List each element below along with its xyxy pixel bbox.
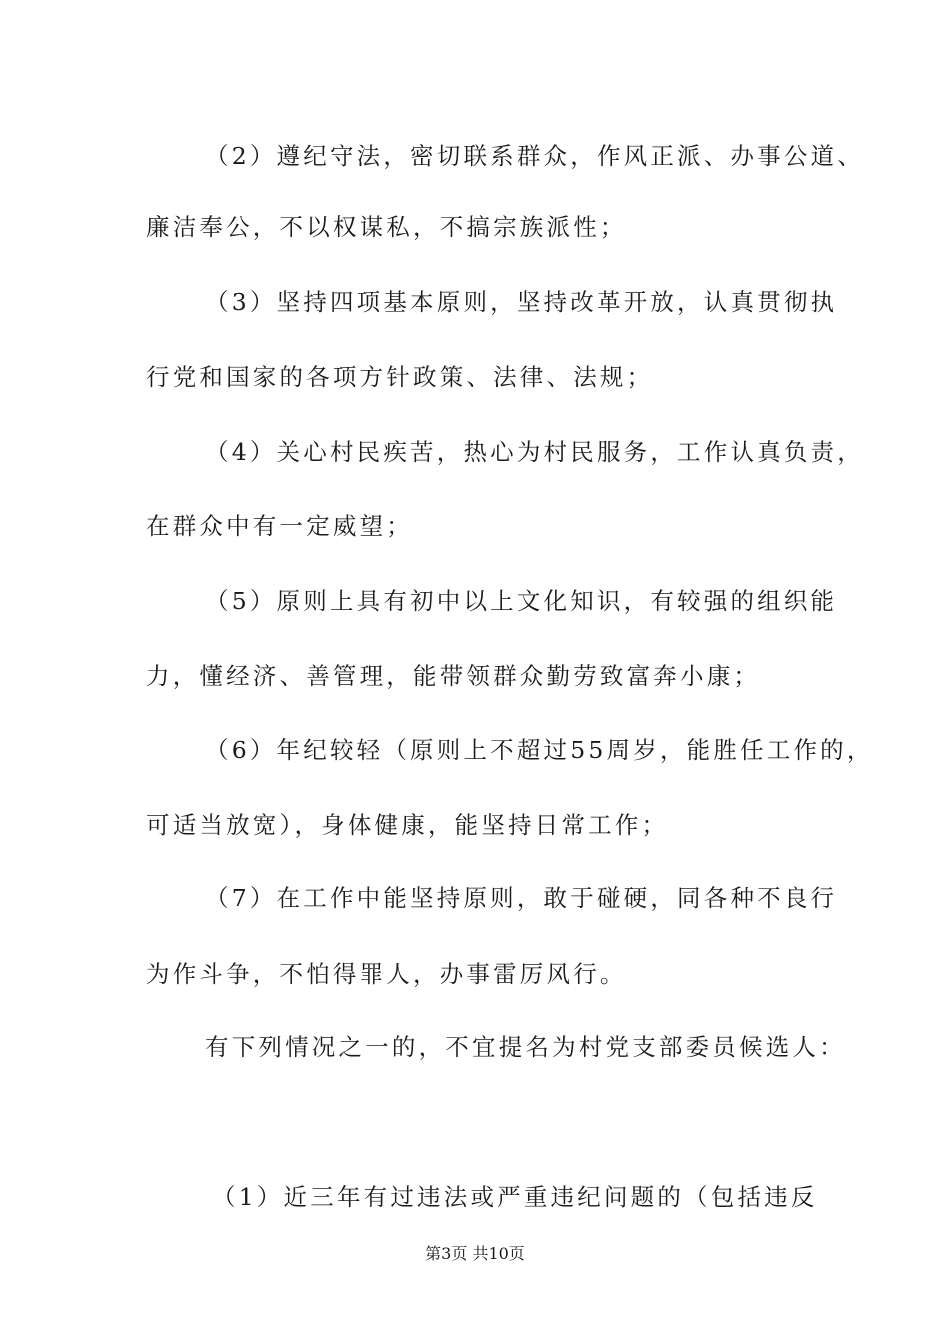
paragraph-6-line-2: 可适当放宽），身体健康，能坚持日常工作； (146, 811, 669, 839)
paragraph-7-line-2: 为作斗争，不怕得罪人，办事雷厉风行。 (146, 960, 627, 988)
paragraph-6-line-1: （6）年纪较轻（原则上不超过55周岁，能胜任工作的， (205, 736, 874, 764)
paragraph-5-line-1: （5）原则上具有初中以上文化知识，有较强的组织能 (205, 587, 838, 615)
paragraph-4-line-1: （4）关心村民疾苦，热心为村民服务，工作认真负责， (205, 438, 864, 466)
paragraph-3-line-1: （3）坚持四项基本原则，坚持改革开放，认真贯彻执 (205, 288, 838, 316)
paragraph-7-line-1: （7）在工作中能坚持原则，敢于碰硬，同各种不良行 (205, 884, 838, 912)
page-number-footer: 第3页 共10页 (425, 1244, 525, 1263)
item-1-line-1: （1）近三年有过违法或严重违纪问题的（包括违反 (212, 1183, 818, 1211)
intro-paragraph: 有下列情况之一的，不宜提名为村党支部委员候选人： (205, 1033, 846, 1061)
paragraph-2-line-1: （2）遵纪守法，密切联系群众，作风正派、办事公道、 (205, 142, 864, 170)
paragraph-2-line-2: 廉洁奉公，不以权谋私，不搞宗族派性； (146, 213, 627, 241)
paragraph-5-line-2: 力，懂经济、善管理，能带领群众勤劳致富奔小康； (146, 662, 761, 690)
paragraph-4-line-2: 在群众中有一定威望； (146, 512, 413, 540)
paragraph-3-line-2: 行党和国家的各项方针政策、法律、法规； (146, 363, 654, 391)
